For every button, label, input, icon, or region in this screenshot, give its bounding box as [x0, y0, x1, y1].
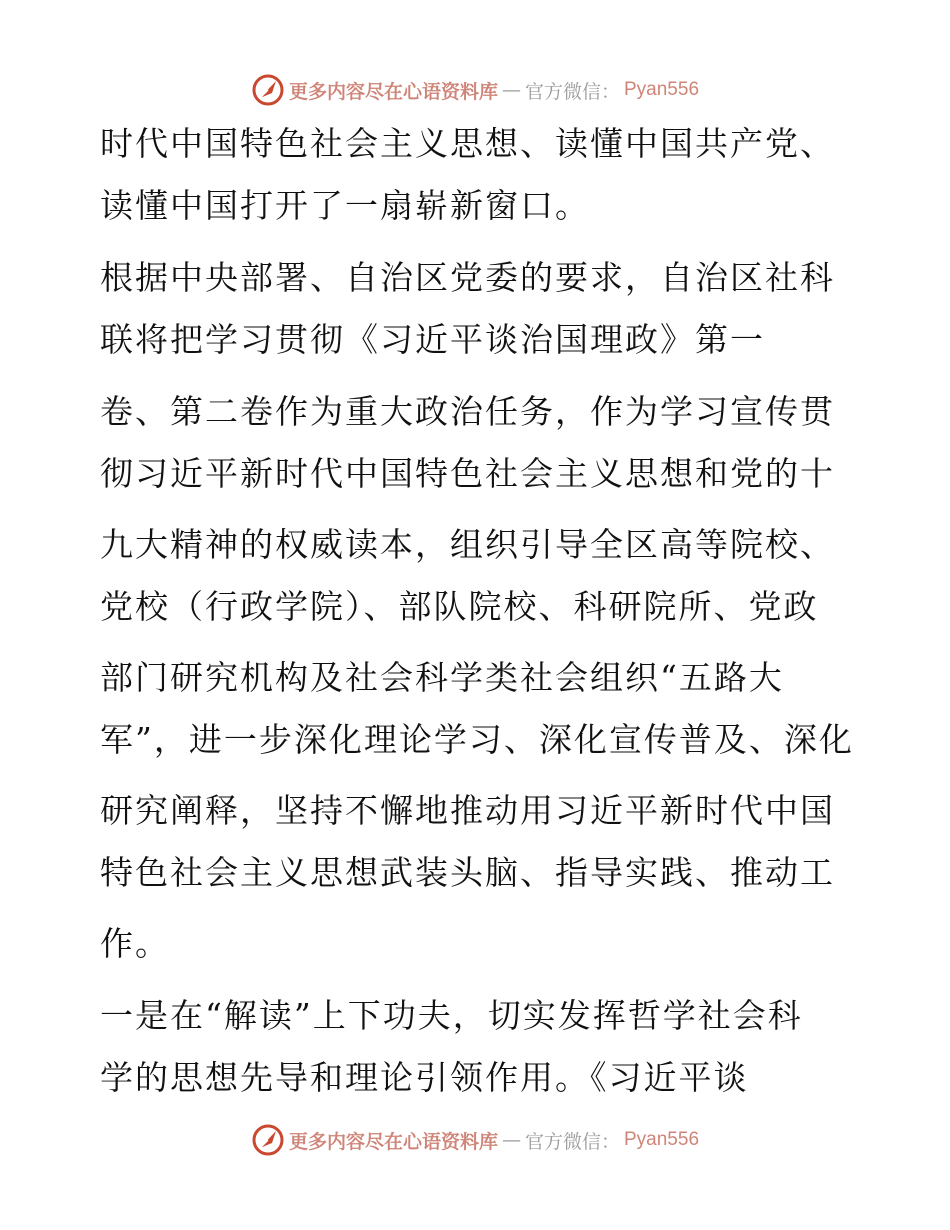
body-line: 读懂中国打开了一扇崭新窗口。	[100, 186, 590, 225]
quill-pen-logo-icon	[251, 1123, 285, 1157]
header-banner-content	[251, 73, 699, 107]
body-line: 彻习近平新时代中国特色社会主义思想和党的十	[100, 454, 835, 493]
body-line: 联将把学习贯彻《习近平谈治国理政》第一	[100, 320, 765, 359]
body-line: 九大精神的权威读本，组织引导全区高等院校、	[100, 525, 835, 564]
body-line: 特色社会主义思想武装头脑、指导实践、推动工	[100, 853, 835, 892]
body-line: 卷、第二卷作为重大政治任务，作为学习宣传贯	[100, 392, 835, 431]
footer-wechat-label: 官方微信：	[524, 1130, 620, 1153]
body-line: 时代中国特色社会主义思想、读懂中国共产党、	[100, 124, 835, 163]
header-dash: —	[501, 79, 521, 101]
footer-dash: —	[501, 1129, 521, 1151]
body-line: 军”，进一步深化理论学习、深化宣传普及、深化	[100, 720, 854, 759]
header-site-text: 更多内容尽在心语资料库	[288, 80, 498, 103]
body-line: 一是在“解读”上下功夫，切实发挥哲学社会科	[100, 996, 803, 1035]
body-line: 党校（行政学院）、部队院校、科研院所、党政	[100, 587, 819, 626]
body-line: 学的思想先导和理论引领作用。《习近平谈	[100, 1058, 749, 1097]
footer-wechat-id: Pyan556	[624, 1129, 700, 1150]
body-line: 作。	[100, 924, 170, 963]
footer-banner	[0, 1120, 950, 1160]
header-wechat-label: 官方微信：	[524, 80, 620, 103]
header-wechat-id: Pyan556	[624, 79, 700, 100]
body-line: 根据中央部署、自治区党委的要求，自治区社科	[100, 258, 835, 297]
body-line: 研究阐释，坚持不懈地推动用习近平新时代中国	[100, 791, 835, 830]
footer-banner-content	[251, 1123, 699, 1157]
body-line: 部门研究机构及社会科学类社会组织“五路大	[100, 658, 784, 697]
quill-pen-logo-icon	[251, 73, 285, 107]
footer-site-text: 更多内容尽在心语资料库	[288, 1130, 498, 1153]
header-banner	[0, 70, 950, 110]
